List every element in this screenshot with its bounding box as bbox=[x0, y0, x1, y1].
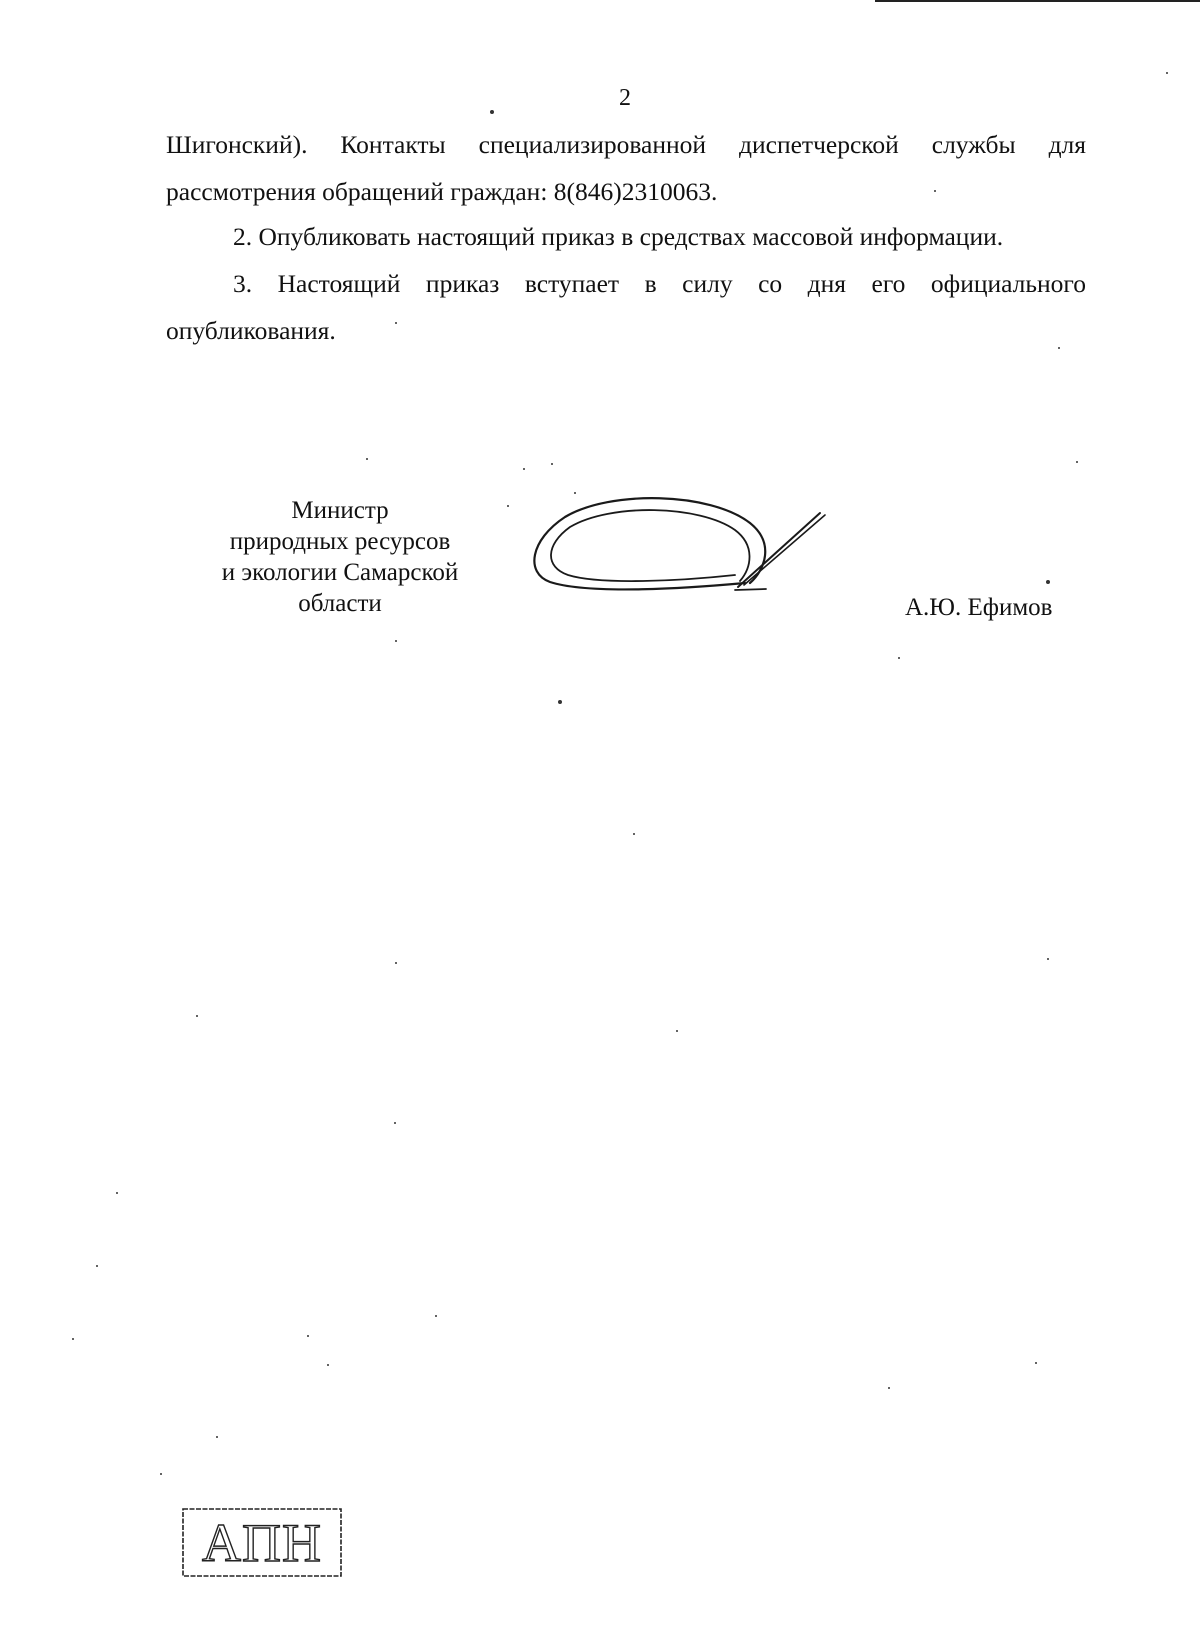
signatory-title-line: Министр bbox=[291, 497, 389, 524]
signatory-title-line: области bbox=[298, 590, 382, 617]
scan-speck bbox=[551, 463, 553, 465]
scan-speck bbox=[1166, 72, 1168, 74]
scan-speck bbox=[1046, 580, 1050, 584]
handwritten-signature bbox=[530, 495, 870, 630]
scan-speck bbox=[558, 700, 562, 704]
scan-speck bbox=[160, 1473, 162, 1475]
paragraph-item-3: 3. Настоящий приказ вступает в силу со дня его официального опубликования. bbox=[166, 269, 1086, 345]
scan-speck bbox=[1058, 347, 1060, 349]
scan-speck bbox=[366, 458, 368, 460]
scan-speck bbox=[523, 468, 525, 470]
scan-speck bbox=[574, 492, 576, 494]
scan-speck bbox=[898, 657, 900, 659]
scan-speck bbox=[395, 962, 397, 964]
scan-speck bbox=[1035, 1362, 1037, 1364]
scan-speck bbox=[676, 1030, 678, 1032]
top-edge-rule bbox=[875, 0, 1200, 2]
paragraph-continuation: Шигонский). Контакты специализированной диспетчерской службы для рассмотрения обращений граждан: 8(846)2310063. bbox=[166, 130, 1086, 206]
svg-text:АПН: АПН bbox=[202, 1513, 322, 1573]
scan-speck bbox=[435, 1315, 437, 1317]
scan-speck bbox=[307, 1335, 309, 1337]
scan-speck bbox=[327, 1364, 329, 1366]
scan-speck bbox=[395, 322, 397, 324]
scan-speck bbox=[633, 833, 635, 835]
scan-speck bbox=[490, 110, 494, 114]
signatory-title-line: и экологии Самарской bbox=[221, 559, 459, 586]
scan-speck bbox=[216, 1436, 218, 1438]
signatory-title-line: природных ресурсов bbox=[229, 528, 451, 555]
scan-speck bbox=[888, 1387, 890, 1389]
signatory-name: А.Ю. Ефимов bbox=[905, 594, 1053, 621]
scan-speck bbox=[395, 640, 397, 642]
scan-speck bbox=[116, 1192, 118, 1194]
scan-speck bbox=[934, 190, 936, 192]
scan-speck bbox=[72, 1338, 74, 1340]
paragraph-item-2: 2. Опубликовать настоящий приказ в средствах массовой информации. bbox=[233, 222, 1004, 251]
scan-speck bbox=[394, 1122, 396, 1124]
page-number: 2 bbox=[619, 85, 631, 111]
scan-speck bbox=[96, 1265, 98, 1267]
signatory-title bbox=[190, 495, 490, 619]
scan-speck bbox=[507, 505, 509, 507]
scan-speck bbox=[196, 1015, 198, 1017]
scan-speck bbox=[1076, 461, 1078, 463]
scan-speck bbox=[1047, 958, 1049, 960]
stamp-apn bbox=[181, 1505, 345, 1580]
